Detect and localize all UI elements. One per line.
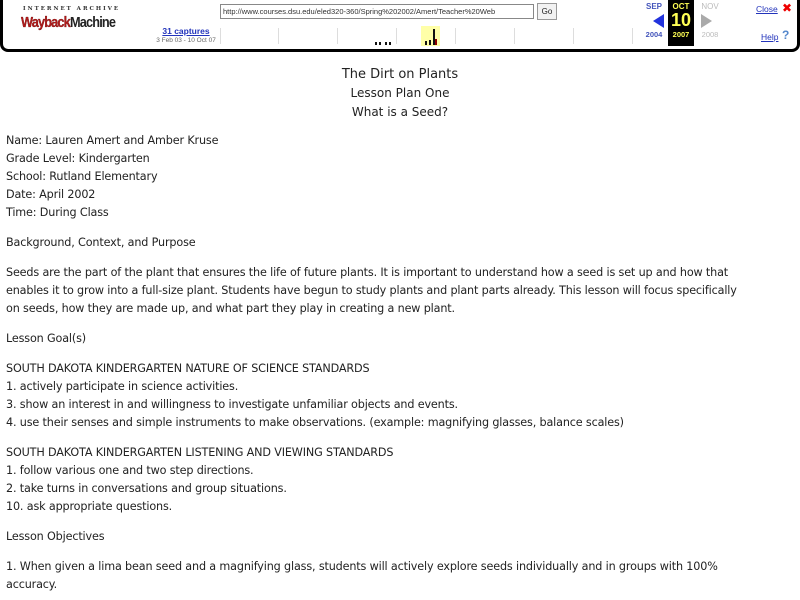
logo-wayback-text: Wayback xyxy=(21,14,70,31)
prev-year: 2004 xyxy=(645,30,663,39)
arrow-left-icon[interactable] xyxy=(653,14,664,28)
info-date: Date: April 2002 xyxy=(6,188,96,201)
year-tick xyxy=(220,28,221,44)
arrow-right-icon xyxy=(701,14,712,28)
capture-bar xyxy=(425,41,427,45)
help-icon[interactable]: ? xyxy=(782,28,790,42)
year-tick xyxy=(455,28,456,44)
calendar-nav xyxy=(641,0,725,48)
current-year: 2007 xyxy=(672,30,690,39)
background-heading: Background, Context, and Purpose xyxy=(6,236,196,249)
wayback-logo[interactable] xyxy=(21,6,121,40)
capture-bar-current xyxy=(435,39,437,45)
year-tick xyxy=(573,28,574,44)
listening-standard-item: 2. take turns in conversations and group situations. xyxy=(6,482,287,495)
next-month: NOV xyxy=(701,2,719,11)
lesson-plan-document xyxy=(0,60,800,591)
year-tick xyxy=(632,28,633,44)
page-subtitle: Lesson Plan One xyxy=(350,86,450,100)
page-title: The Dirt on Plants xyxy=(341,67,459,82)
captures-link[interactable]: 31 captures xyxy=(162,26,210,36)
captures-info xyxy=(141,26,231,44)
listening-standard-item: 1. follow various one and two step directions. xyxy=(6,464,254,477)
help-link[interactable]: Help xyxy=(761,32,779,42)
year-tick xyxy=(337,28,338,44)
captures-range: 3 Feb 03 - 10 Oct 07 xyxy=(156,37,216,44)
listening-standards-heading: SOUTH DAKOTA KINDERGARTEN LISTENING AND VIEWING STANDARDS xyxy=(6,446,394,459)
info-grade: Grade Level: Kindergarten xyxy=(6,152,150,165)
capture-sparkline[interactable] xyxy=(220,26,636,46)
goals-heading: Lesson Goal(s) xyxy=(6,332,87,345)
prev-capture[interactable] xyxy=(641,0,667,39)
info-school: School: Rutland Elementary xyxy=(6,170,158,183)
close-link[interactable]: Close xyxy=(756,4,778,14)
year-tick xyxy=(278,28,279,44)
background-line: enables it to grow into a full-size plant. Students have begun to study plants and plant parts already. This lesson will focus specifically xyxy=(6,284,737,297)
year-tick xyxy=(396,28,397,44)
background-line: Seeds are the part of the plant that ensures the life of future plants. It is important to understand how a seed is set up and how that xyxy=(6,266,729,279)
wayback-toolbar xyxy=(0,0,800,52)
science-standard-item: 3. show an interest in and willingness to investigate unfamiliar objects and events. xyxy=(6,398,458,411)
document-body xyxy=(6,132,796,594)
next-year: 2008 xyxy=(701,30,719,39)
current-capture xyxy=(668,0,694,46)
objective-line: 1. When given a lima bean seed and a magnifying glass, students will actively explore seeds individually and in groups with 100% xyxy=(6,560,718,573)
current-month: OCT xyxy=(672,2,690,11)
objective-line: accuracy. xyxy=(6,578,58,591)
go-button[interactable]: Go xyxy=(537,3,557,20)
background-line: on seeds, how they are made up, and what part they play in creating a new plant. xyxy=(6,302,455,315)
info-time: Time: During Class xyxy=(6,206,109,219)
listening-standard-item: 10. ask appropriate questions. xyxy=(6,500,173,513)
year-tick xyxy=(514,28,515,44)
capture-bar xyxy=(375,42,377,45)
capture-bar xyxy=(385,42,387,45)
url-input[interactable]: http://www.courses.dsu.edu/eled320-360/Spring%202002/Amert/Teacher%20Web xyxy=(220,4,534,19)
logo-machine-text: Machine xyxy=(70,14,116,31)
title-block xyxy=(0,65,800,122)
next-capture xyxy=(697,0,723,39)
page-subtitle-2: What is a Seed? xyxy=(351,105,449,119)
capture-bar xyxy=(379,42,381,45)
prev-month: SEP xyxy=(645,2,662,11)
info-name: Name: Lauren Amert and Amber Kruse xyxy=(6,134,219,147)
close-icon[interactable]: ✖ xyxy=(782,1,793,15)
science-standard-item: 4. use their senses and simple instruments to make observations. (example: magnifying glasses, balance scales) xyxy=(6,416,624,429)
capture-bar xyxy=(389,42,391,45)
current-day: 10 xyxy=(670,10,692,30)
logo-internet-archive-text: INTERNET ARCHIVE xyxy=(23,6,121,12)
capture-bar xyxy=(429,40,431,45)
objectives-heading: Lesson Objectives xyxy=(6,530,105,543)
science-standard-item: 1. actively participate in science activities. xyxy=(6,380,239,393)
science-standards-heading: SOUTH DAKOTA KINDERGARTEN NATURE OF SCIENCE STANDARDS xyxy=(6,362,370,375)
